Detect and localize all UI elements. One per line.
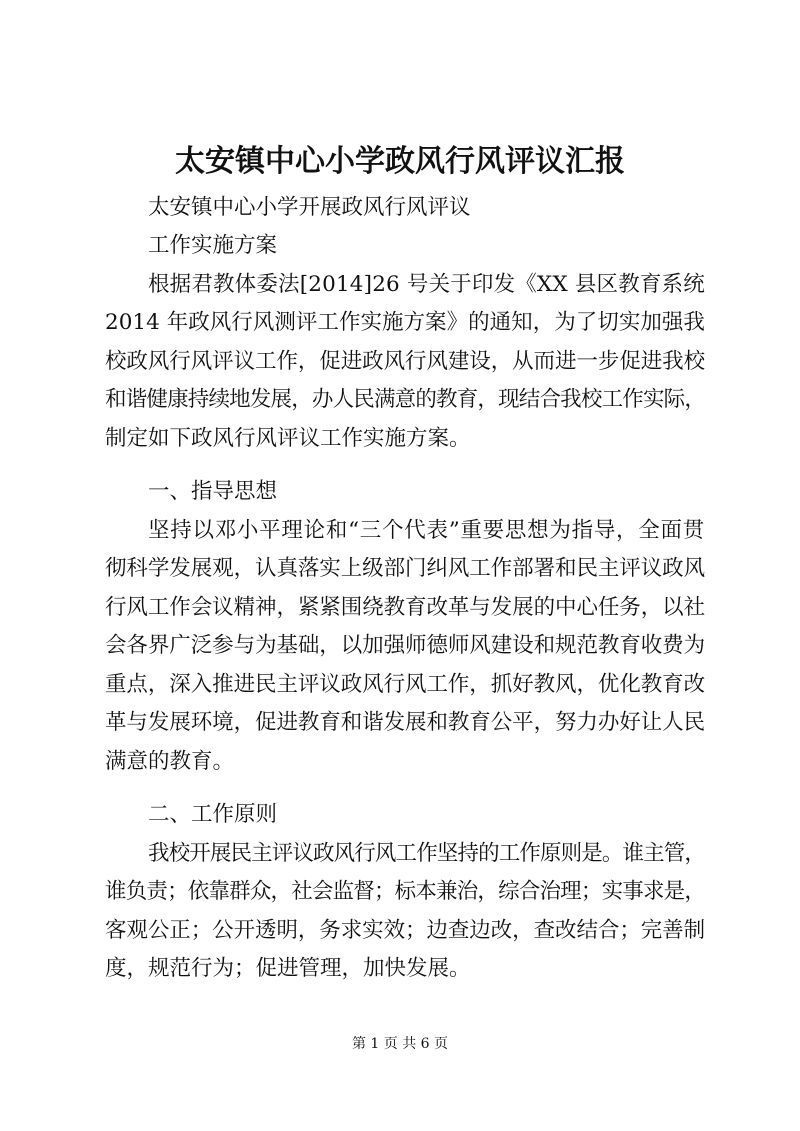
paragraph-line: 2014 年政风行风测评工作实施方案》的通知，为了切实加强我 xyxy=(105,310,705,335)
paragraph-line: 和谐健康持续地发展，办人民满意的教育，现结合我校工作实际， xyxy=(105,387,706,412)
intro-line: 工作实施方案 xyxy=(148,233,278,258)
intro-line: 太安镇中心小学开展政风行风评议 xyxy=(148,195,471,220)
paragraph-line: 校政风行风评议工作，促进政风行风建设，从而进一步促进我校 xyxy=(105,349,706,374)
section-heading: 二、工作原则 xyxy=(148,802,278,827)
paragraph-line: 行风工作会议精神，紧紧围绕教育改革与发展的中心任务，以社 xyxy=(105,595,706,620)
paragraph-line: 我校开展民主评议政风行风工作坚持的工作原则是。谁主管， xyxy=(148,841,706,866)
paragraph-line: 重点，深入推进民主评议政风行风工作，抓好教风，优化教育改 xyxy=(105,672,706,697)
paragraph-line: 根据君教体委法[2014]26 号关于印发《XX 县区教育系统 xyxy=(148,272,705,297)
paragraph-line: 彻科学发展观，认真落实上级部门纠风工作部署和民主评议政风 xyxy=(105,556,706,581)
paragraph-line: 客观公正；公开透明，务求实效；边查边改，查改结合；完善制 xyxy=(105,918,706,943)
paragraph-line: 满意的教育。 xyxy=(105,749,235,774)
paragraph-line: 会各界广泛参与为基础，以加强师德师风建设和规范教育收费为 xyxy=(105,633,706,658)
document-title: 太安镇中心小学政风行风评议汇报 xyxy=(175,144,625,179)
paragraph-line: 度，规范行为；促进管理，加快发展。 xyxy=(105,956,471,981)
paragraph-line: 制定如下政风行风评议工作实施方案。 xyxy=(105,426,471,451)
paragraph-line: 革与发展环境，促进教育和谐发展和教育公平，努力办好让人民 xyxy=(105,710,706,735)
paragraph-line: 坚持以邓小平理论和“三个代表”重要思想为指导，全面贯 xyxy=(148,518,705,543)
section-heading: 一、指导思想 xyxy=(148,479,278,504)
page-number-footer: 第 1 页 共 6 页 xyxy=(351,1036,449,1052)
paragraph-line: 谁负责；依靠群众，社会监督；标本兼治，综合治理；实事求是， xyxy=(105,879,706,904)
